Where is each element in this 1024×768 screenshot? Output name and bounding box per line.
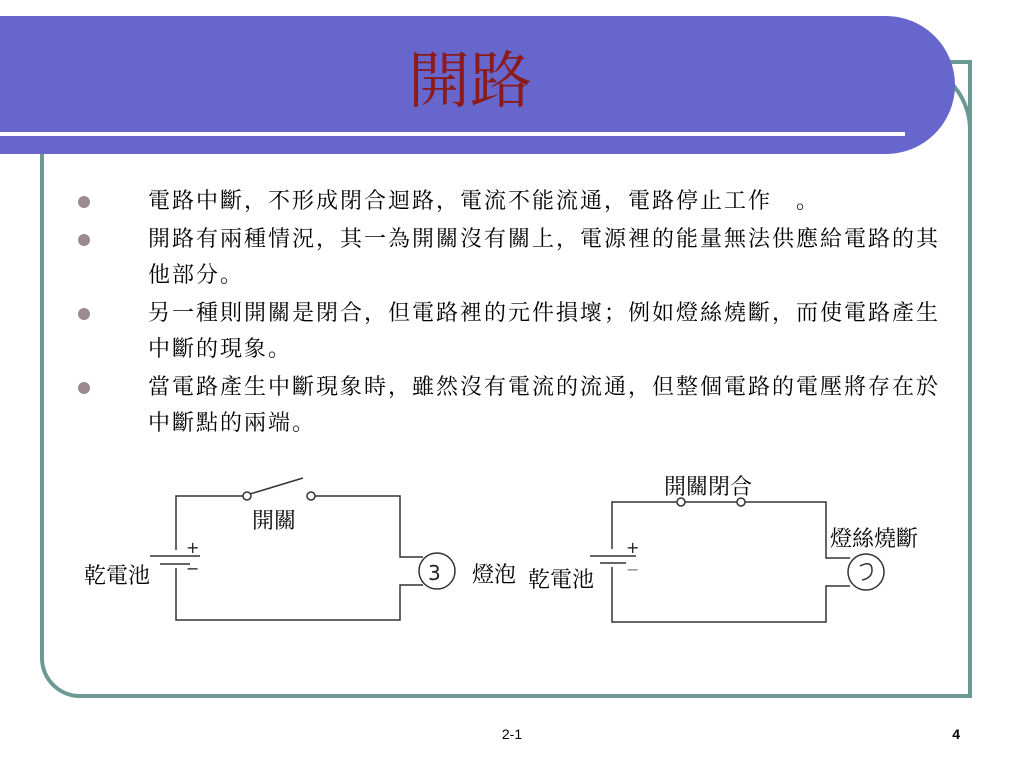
switch-contact-icon [243, 492, 251, 500]
battery-plus: + [626, 538, 640, 557]
circuit-wire [612, 502, 679, 549]
battery-label: 乾電池 [84, 564, 151, 589]
circuit-wire [176, 568, 423, 620]
page-number: 4 [952, 726, 960, 742]
battery-label: 乾電池 [528, 568, 595, 593]
bulb-label: 燈泡 [472, 563, 517, 588]
switch-contact-icon [307, 492, 315, 500]
filament-label: 燈絲燒斷 [830, 527, 919, 552]
switch-closed-label: 開關閉合 [664, 475, 753, 500]
circuit-wire [315, 496, 423, 557]
battery-minus: − [626, 560, 640, 579]
bullet-text: 當電路產生中斷現象時，雖然沒有電流的流通，但整個電路的電壓將存在於中斷點的兩端。 [148, 375, 941, 436]
broken-filament-icon [860, 564, 872, 580]
bullet-text: 開路有兩種情況，其一為開關沒有關上，電源裡的能量無法供應給電路的其他部分。 [148, 227, 941, 288]
bulb-number: 3 [428, 561, 441, 585]
bullet-text: 另一種則開關是閉合，但電路裡的元件損壞；例如燈絲燒斷，而使電路產生中斷的現象。 [148, 301, 941, 362]
circuit-wire [612, 567, 850, 622]
slide-title: 開路 [407, 44, 532, 117]
footer-center-text: 2-1 [501, 726, 523, 742]
switch-label: 開關 [252, 509, 297, 534]
bulb-icon [848, 554, 884, 590]
bullet-text: 電路中斷，不形成閉合迴路，電流不能流通，電路停止工作 。 [148, 189, 821, 214]
battery-minus: − [186, 559, 200, 578]
open-switch-lever [250, 478, 303, 494]
battery-plus: + [186, 538, 200, 557]
